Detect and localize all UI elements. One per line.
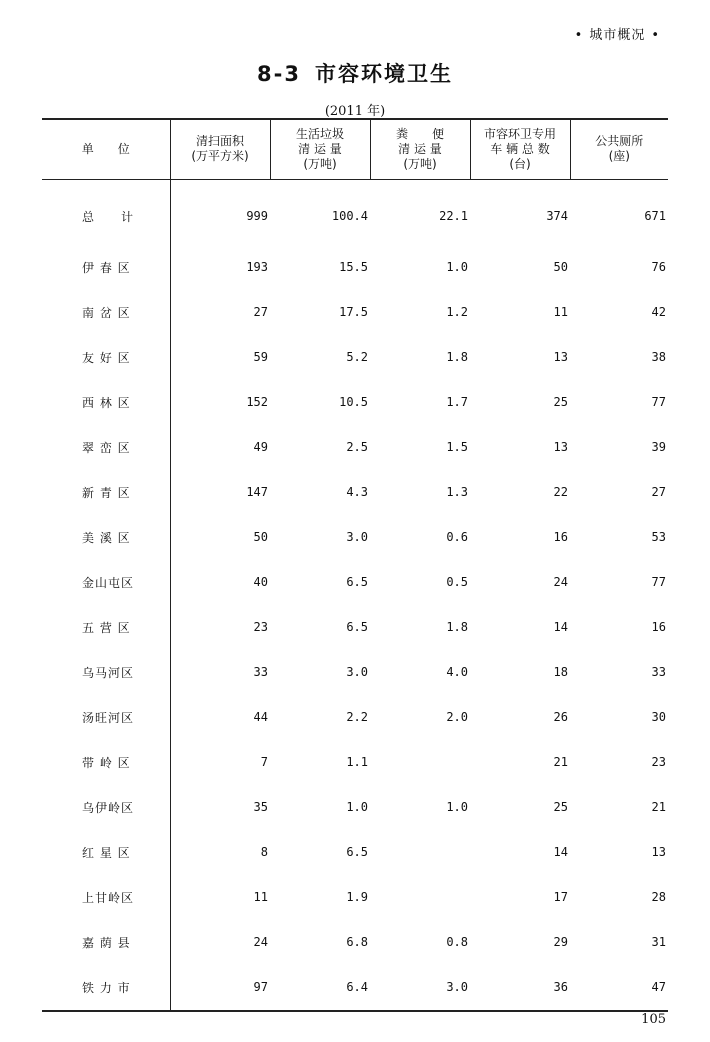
cell-cleaning-area: 193 <box>246 260 268 274</box>
cell-garbage-volume: 3.0 <box>346 530 368 544</box>
header-row <box>42 119 668 179</box>
column-header-line: 市容环卫专用 <box>483 126 556 141</box>
cell-public-toilets: 42 <box>651 305 666 319</box>
table-row <box>42 875 668 920</box>
cell-feces-volume: 1.0 <box>446 260 468 274</box>
cell-public-toilets: 76 <box>651 260 666 274</box>
column-header-line: 公共厕所 <box>595 134 644 149</box>
cell-garbage-volume: 4.3 <box>346 485 368 499</box>
column-header-line: 粪 便 <box>395 126 444 141</box>
cell-garbage-volume: 1.1 <box>346 755 368 769</box>
cell-vehicles: 21 <box>553 755 568 769</box>
table-year: (2011 年) <box>324 104 386 119</box>
column-header-line: (万吨) <box>403 156 437 171</box>
table-row <box>42 290 668 335</box>
cell-vehicles: 26 <box>553 710 568 724</box>
table-row <box>42 425 668 470</box>
cell-cleaning-area: 59 <box>253 350 268 364</box>
cell-public-toilets: 16 <box>651 620 666 634</box>
cell-garbage-volume: 100.4 <box>331 209 368 223</box>
cell-garbage-volume: 6.8 <box>346 935 368 949</box>
column-header-line: (座) <box>608 149 630 164</box>
table-row <box>42 245 668 290</box>
table-row <box>42 740 668 785</box>
cell-public-toilets: 30 <box>651 710 666 724</box>
cell-cleaning-area: 23 <box>253 620 268 634</box>
bullet-right: • <box>651 28 660 43</box>
cell-public-toilets: 31 <box>651 935 666 949</box>
cell-vehicles: 50 <box>553 260 568 274</box>
row-label: 美 溪 区 <box>42 515 170 560</box>
column-header-feces-volume <box>370 119 470 179</box>
cell-feces-volume <box>370 875 470 920</box>
cell-cleaning-area: 24 <box>253 935 268 949</box>
cell-feces-volume: 1.7 <box>446 395 468 409</box>
cell-feces-volume: 4.0 <box>446 665 468 679</box>
row-label: 西 林 区 <box>42 380 170 425</box>
table-row <box>42 179 668 245</box>
table-header <box>42 119 668 179</box>
row-label: 五 营 区 <box>42 605 170 650</box>
column-header-line: 清 运 量 <box>298 141 342 156</box>
column-header-line: 清 运 量 <box>398 141 442 156</box>
cell-cleaning-area: 999 <box>246 209 268 223</box>
cell-feces-volume: 1.8 <box>446 620 468 634</box>
sanitation-table <box>42 118 668 1012</box>
column-header-vehicles <box>470 119 570 179</box>
column-header-line: (万吨) <box>303 156 337 171</box>
cell-garbage-volume: 17.5 <box>339 305 368 319</box>
table-number: 8-3 <box>257 62 301 86</box>
column-header-unit <box>42 119 170 179</box>
row-label: 红 星 区 <box>42 830 170 875</box>
cell-cleaning-area: 7 <box>260 755 268 769</box>
cell-feces-volume: 1.2 <box>446 305 468 319</box>
cell-cleaning-area: 152 <box>246 395 268 409</box>
table-row <box>42 470 668 515</box>
cell-garbage-volume: 6.5 <box>346 620 368 634</box>
cell-public-toilets: 47 <box>570 965 668 1011</box>
cell-vehicles: 22 <box>553 485 568 499</box>
cell-public-toilets: 23 <box>651 755 666 769</box>
column-header-line: 车 辆 总 数 <box>490 141 550 156</box>
row-label: 友 好 区 <box>42 335 170 380</box>
row-label: 汤旺河区 <box>42 695 170 740</box>
column-header-line: (万平方米) <box>191 149 249 164</box>
row-label: 带 岭 区 <box>42 740 170 785</box>
cell-cleaning-area: 97 <box>170 965 270 1011</box>
table-row <box>42 650 668 695</box>
cell-public-toilets: 33 <box>651 665 666 679</box>
row-label: 嘉 荫 县 <box>42 920 170 965</box>
cell-cleaning-area: 40 <box>253 575 268 589</box>
cell-public-toilets: 53 <box>651 530 666 544</box>
cell-vehicles: 29 <box>553 935 568 949</box>
cell-feces-volume: 2.0 <box>446 710 468 724</box>
cell-garbage-volume: 6.4 <box>270 965 370 1011</box>
table-row <box>42 515 668 560</box>
row-label: 南 岔 区 <box>42 290 170 335</box>
cell-feces-volume: 22.1 <box>439 209 468 223</box>
cell-public-toilets: 28 <box>651 890 666 904</box>
cell-garbage-volume: 15.5 <box>339 260 368 274</box>
cell-feces-volume: 1.8 <box>446 350 468 364</box>
table-row <box>42 785 668 830</box>
cell-public-toilets: 671 <box>644 209 666 223</box>
cell-garbage-volume: 1.0 <box>346 800 368 814</box>
cell-vehicles: 13 <box>553 350 568 364</box>
cell-cleaning-area: 8 <box>260 845 268 859</box>
row-label: 伊 春 区 <box>42 245 170 290</box>
cell-vehicles: 374 <box>546 209 568 223</box>
table-row <box>42 830 668 875</box>
column-header-public-toilets <box>570 119 668 179</box>
cell-feces-volume: 0.6 <box>446 530 468 544</box>
column-header-line: 生活垃圾 <box>295 126 344 141</box>
cell-vehicles: 14 <box>553 845 568 859</box>
cell-vehicles: 11 <box>553 305 568 319</box>
row-label: 翠 峦 区 <box>42 425 170 470</box>
cell-garbage-volume: 6.5 <box>346 845 368 859</box>
column-header-line: 单 位 <box>81 141 130 156</box>
column-header-line: 清扫面积 <box>195 134 244 149</box>
cell-cleaning-area: 33 <box>253 665 268 679</box>
table-row <box>42 380 668 425</box>
cell-garbage-volume: 3.0 <box>346 665 368 679</box>
cell-vehicles: 16 <box>553 530 568 544</box>
cell-garbage-volume: 5.2 <box>346 350 368 364</box>
cell-public-toilets: 38 <box>651 350 666 364</box>
cell-vehicles: 25 <box>553 395 568 409</box>
cell-public-toilets: 39 <box>651 440 666 454</box>
row-label: 总 计 <box>42 179 170 245</box>
cell-vehicles: 13 <box>553 440 568 454</box>
cell-vehicles: 17 <box>553 890 568 904</box>
cell-vehicles: 18 <box>553 665 568 679</box>
cell-cleaning-area: 11 <box>253 890 268 904</box>
cell-public-toilets: 27 <box>651 485 666 499</box>
section-title: 城市概况 <box>589 28 646 43</box>
cell-feces-volume <box>370 740 470 785</box>
cell-vehicles: 36 <box>470 965 570 1011</box>
cell-cleaning-area: 50 <box>253 530 268 544</box>
cell-public-toilets: 13 <box>651 845 666 859</box>
cell-feces-volume: 1.3 <box>446 485 468 499</box>
row-label: 新 青 区 <box>42 470 170 515</box>
table-row <box>42 335 668 380</box>
cell-garbage-volume: 2.2 <box>346 710 368 724</box>
table-title <box>0 58 710 88</box>
cell-public-toilets: 77 <box>651 575 666 589</box>
cell-garbage-volume: 10.5 <box>339 395 368 409</box>
row-label: 铁 力 市 <box>42 965 170 1011</box>
table-body <box>42 179 668 1011</box>
cell-vehicles: 25 <box>553 800 568 814</box>
cell-feces-volume: 0.5 <box>446 575 468 589</box>
row-label: 乌伊岭区 <box>42 785 170 830</box>
cell-feces-volume <box>370 830 470 875</box>
section-header <box>569 24 666 43</box>
column-header-garbage-volume <box>270 119 370 179</box>
table-row <box>42 605 668 650</box>
cell-cleaning-area: 44 <box>253 710 268 724</box>
bullet-left: • <box>574 28 584 43</box>
table-title-text: 市容环境卫生 <box>314 62 453 86</box>
cell-cleaning-area: 27 <box>253 305 268 319</box>
row-label: 乌马河区 <box>42 650 170 695</box>
cell-public-toilets: 21 <box>651 800 666 814</box>
cell-garbage-volume: 6.5 <box>346 575 368 589</box>
table-row <box>42 920 668 965</box>
cell-garbage-volume: 1.9 <box>346 890 368 904</box>
column-header-cleaning-area <box>170 119 270 179</box>
table-row <box>42 965 668 1011</box>
cell-feces-volume: 0.8 <box>446 935 468 949</box>
cell-vehicles: 24 <box>553 575 568 589</box>
table-row <box>42 695 668 740</box>
row-label: 金山屯区 <box>42 560 170 605</box>
cell-cleaning-area: 35 <box>253 800 268 814</box>
page-number: 105 <box>641 1012 666 1027</box>
cell-garbage-volume: 2.5 <box>346 440 368 454</box>
cell-feces-volume: 1.0 <box>446 800 468 814</box>
cell-feces-volume: 1.5 <box>446 440 468 454</box>
row-label: 上甘岭区 <box>42 875 170 920</box>
table-row <box>42 560 668 605</box>
column-header-line: (台) <box>509 156 531 171</box>
cell-public-toilets: 77 <box>651 395 666 409</box>
cell-feces-volume: 3.0 <box>370 965 470 1011</box>
cell-cleaning-area: 147 <box>246 485 268 499</box>
cell-cleaning-area: 49 <box>253 440 268 454</box>
cell-vehicles: 14 <box>553 620 568 634</box>
